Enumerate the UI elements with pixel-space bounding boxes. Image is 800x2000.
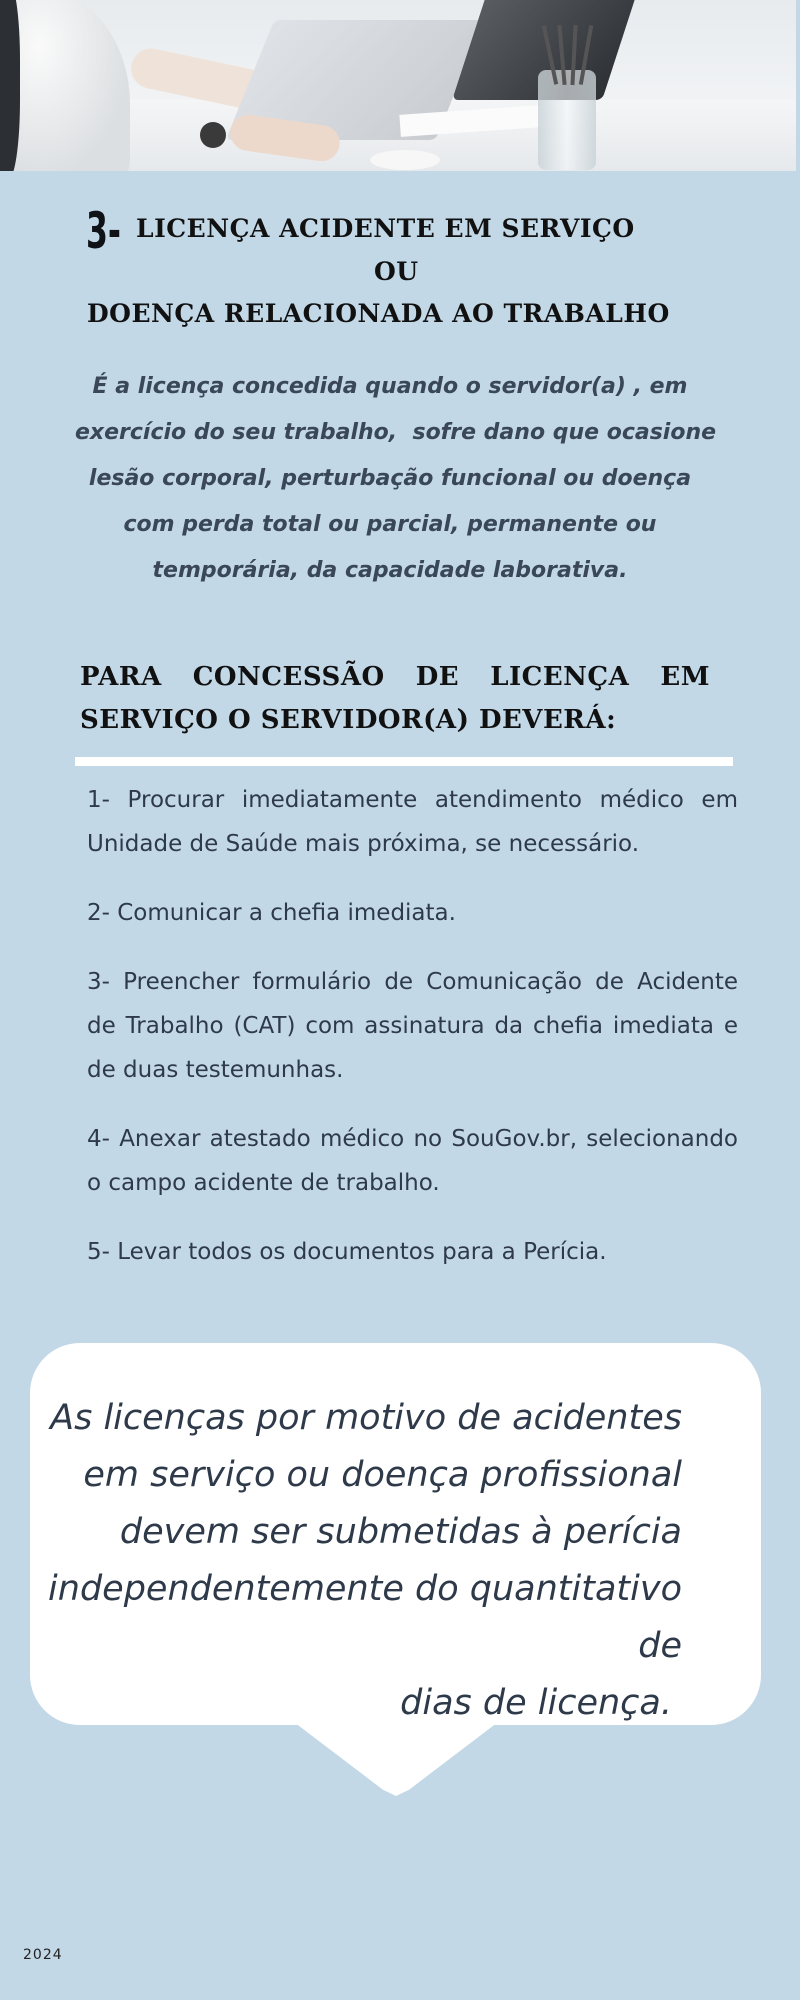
intro-line: exercício do seu trabalho, sofre dano que ocasione	[75, 420, 717, 445]
divider	[75, 757, 733, 766]
intro-line: temporária, da capacidade laborativa.	[152, 558, 628, 583]
quote-line: dias de licença.	[400, 1683, 672, 1723]
list-item: 1- Procurar imediatamente atendimento médico em Unidade de Saúde mais próxima, se necessário.	[87, 787, 738, 857]
bubble-quote	[40, 1390, 682, 1732]
heading-line-3: DOENÇA RELACIONADA AO TRABALHO	[87, 299, 670, 328]
list-item: 4- Anexar atestado médico no SouGov.br, selecionando o campo acidente de trabalho.	[87, 1126, 738, 1196]
quote-line: independentemente do quantitativo de	[48, 1569, 682, 1666]
intro-paragraph	[75, 364, 717, 594]
footer-year: 2024	[23, 1947, 63, 1963]
quote-line: As licenças por motivo de acidentes	[50, 1398, 682, 1438]
list-item: 2- Comunicar a chefia imediata.	[87, 900, 456, 926]
quote-line: devem ser submetidas à perícia	[119, 1512, 682, 1552]
list-item: 5- Levar todos os documentos para a Perícia.	[87, 1239, 607, 1265]
list-item: 3- Preencher formulário de Comunicação de Acidente de Trabalho (CAT) com assinatura da chefia imediata e de duas testemunhas.	[87, 969, 738, 1083]
intro-line: lesão corporal, perturbação funcional ou doença	[88, 466, 692, 491]
header-photo	[0, 0, 796, 171]
intro-line: com perda total ou parcial, permanente ou	[123, 512, 657, 537]
heading-line-2: OU	[374, 257, 419, 286]
section-number: 3-	[86, 202, 121, 260]
requirements-heading: PARA CONCESSÃO DE LICENÇA EM SERVIÇO O SERVIDOR(A) DEVERÁ:	[80, 662, 710, 735]
quote-line: em serviço ou doença profissional	[83, 1455, 682, 1495]
steps-list	[87, 778, 738, 1299]
heading-line-1: LICENÇA ACIDENTE EM SERVIÇO	[136, 214, 635, 243]
intro-line: É a licença concedida quando o servidor(a) , em	[92, 374, 688, 399]
